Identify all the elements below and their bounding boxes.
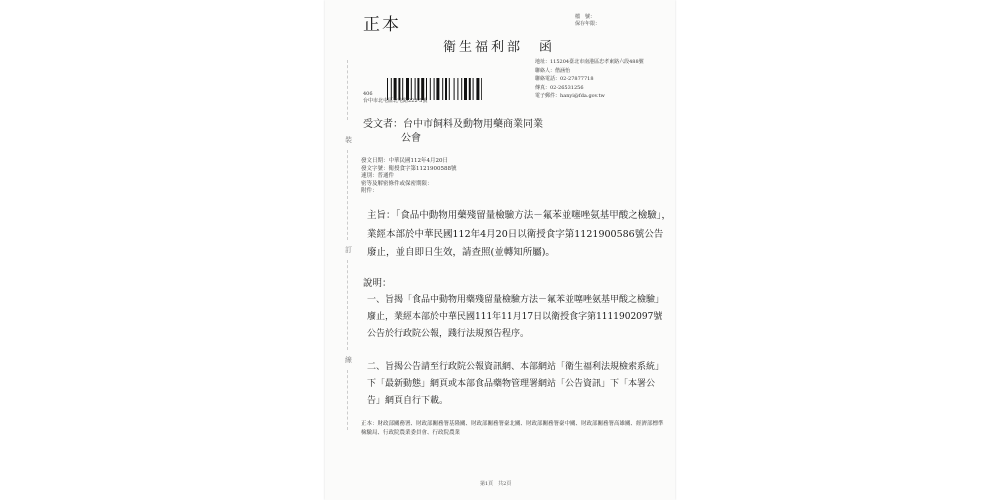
document-page: [325, 0, 675, 500]
cc-list: 正本：財政部關務署、財政部關務署基隆關、財政部關務署臺北關、財政部關務署臺中關、財政部關務署高雄關、經濟部標準檢驗局、行政院農業委員會、行政院農業: [361, 421, 664, 436]
doc-no-label: 檔 號：: [575, 14, 596, 20]
recipient-line1: 受文者：台中市飼料及動物用藥商業同業: [363, 119, 543, 130]
dispatch-number: 發文字號：衛授食字第1121900588號: [361, 165, 457, 172]
contact-address: 地址：115204臺北市南港區忠孝東路六段488號: [535, 59, 644, 65]
binding-mark-zhuang: 裝: [345, 136, 352, 144]
explanation-label: 說明：: [363, 278, 392, 289]
agency-title: 衛生福利部 函: [443, 40, 556, 55]
contact-phone: 聯絡電話：02-27877718: [535, 76, 594, 82]
binding-line: [347, 260, 348, 350]
binding-mark-ding: 訂: [345, 246, 352, 254]
binding-mark-xian: 線: [345, 356, 352, 364]
recipient: [363, 118, 543, 146]
copy-mark: 正本: [363, 15, 401, 35]
recipient-line2: 公會: [401, 133, 421, 144]
binding-line: [347, 150, 348, 240]
dispatch-speed: 速別：普通件: [361, 173, 395, 180]
secrecy-level: 密等及解密條件或保密期限：: [361, 180, 433, 187]
retention-label: 保存年限：: [575, 21, 601, 27]
doc-number-block: [575, 14, 600, 28]
dispatch-date: 發文日期：中華民國112年4月20日: [361, 158, 448, 164]
postal-address: 台中市北屯區北屯路222-5號: [363, 98, 428, 104]
contact-block: [535, 58, 644, 101]
explanation-item-1: 一、旨揭「食品中動物用藥殘留量檢驗方法－氟苯並噻唑氨基甲酸之檢驗」廢止，業經本部於中華民國111年11月17日以衛授食字第1111902097號公告於行政院公報，踐行法規預告程序。: [367, 295, 665, 339]
contact-fax: 傳真：02-26531256: [535, 84, 584, 91]
contact-person: 聯絡人：偕涵怡: [535, 67, 571, 74]
dispatch-meta: [361, 158, 457, 196]
postal-code: 406: [363, 91, 373, 97]
postal-block: [363, 91, 427, 105]
page-number: 第1頁 共2頁: [480, 481, 512, 487]
contact-email: 電子郵件：hanyi@fda.gov.tw: [535, 93, 605, 99]
binding-line: [347, 60, 348, 120]
subject-paragraph: 主旨：「食品中動物用藥殘留量檢驗方法－氟苯並噻唑氨基甲酸之檢驗」，業經本部於中華民國112年4月20日以衛授食字第1121900586號公告廢止，並自即日生效，請查照(並轉知所屬)。: [367, 210, 672, 258]
binding-line: [347, 370, 348, 430]
explanation-item-2: 二、旨揭公告請至行政院公報資訊網、本部網站「衛生福利法規檢索系統」下「最新動態」網頁或本部食品藥物管理署網站「公告資訊」下「本署公告」網頁自行下載。: [367, 362, 665, 406]
attachment: 附件：: [361, 188, 378, 195]
